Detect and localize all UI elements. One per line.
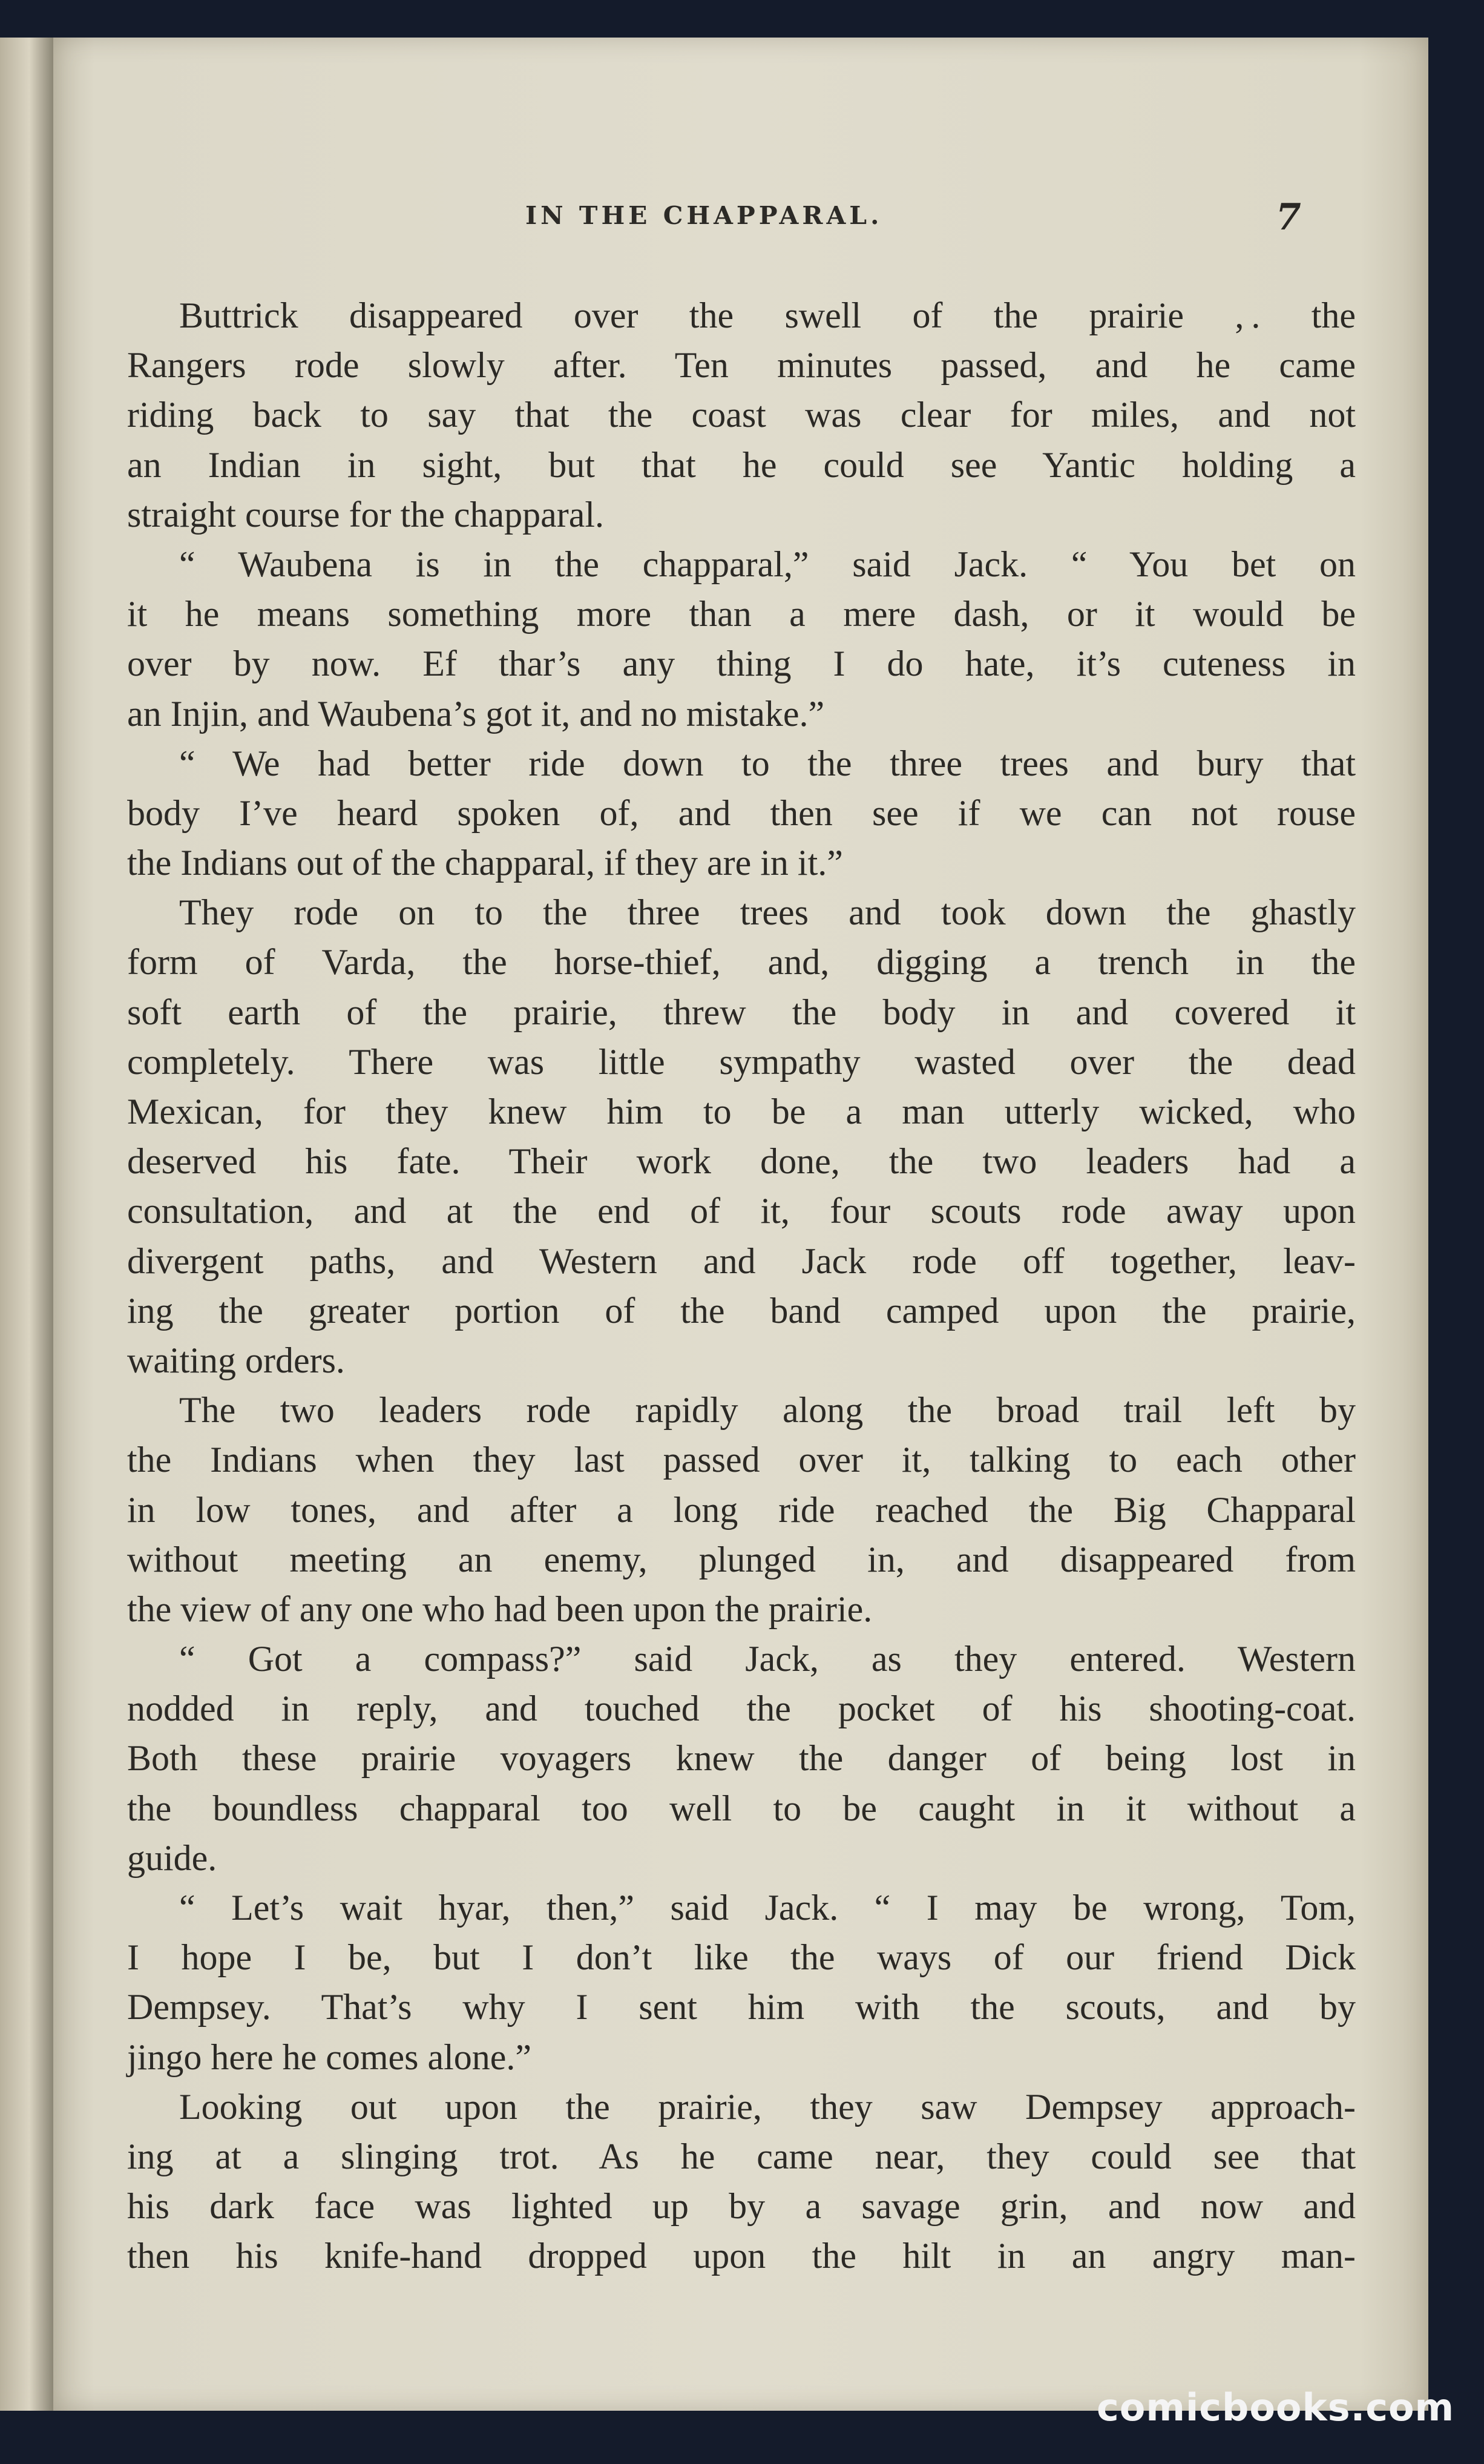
text-line: Both these prairie voyagers knew the danger of being lost in — [127, 1738, 1356, 1779]
text-line: body I’ve heard spoken of, and then see if we can not rouse — [127, 792, 1356, 833]
text-line: Dempsey. That’s why I sent him with the scouts, and by — [127, 1987, 1356, 2028]
text-line: “ Let’s wait hyar, then,” said Jack. “ I may be wrong, Tom, — [179, 1888, 1356, 1928]
text-line: without meeting an enemy, plunged in, and disappeared from — [127, 1539, 1356, 1580]
previous-page-edge — [0, 38, 54, 2411]
text-line: They rode on to the three trees and took down the ghastly — [179, 892, 1356, 933]
text-line: deserved his fate. Their work done, the two leaders had a — [127, 1141, 1356, 1182]
text-line: consultation, and at the end of it, four scouts rode away upon — [127, 1191, 1356, 1231]
text-line: then his knife-hand dropped upon the hilt in an angry man- — [127, 2236, 1356, 2276]
text-line: the boundless chapparal too well to be caught in it without a — [127, 1788, 1356, 1828]
text-line: Rangers rode slowly after. Ten minutes passed, and he came — [127, 345, 1356, 386]
text-line: “ We had better ride down to the three trees and bury that — [179, 743, 1356, 783]
text-line: the Indians when they last passed over it, talking to each other — [127, 1440, 1356, 1480]
text-line: soft earth of the prairie, threw the body in and covered it — [127, 992, 1356, 1032]
text-line: riding back to say that the coast was clear for miles, and not — [127, 395, 1356, 435]
text-line: ing the greater portion of the band camped upon the prairie, — [127, 1290, 1356, 1331]
text-line: The two leaders rode rapidly along the broad trail left by — [179, 1390, 1356, 1431]
text-line: Buttrick disappeared over the swell of the prairie , . the — [179, 295, 1356, 335]
text-line: divergent paths, and Western and Jack rode off together, leav- — [127, 1240, 1356, 1281]
text-line: it he means something more than a mere dash, or it would be — [127, 594, 1356, 634]
text-line: Looking out upon the prairie, they saw Dempsey approach- — [179, 2086, 1356, 2127]
text-line: the Indians out of the chapparal, if they are in it.” — [127, 843, 843, 883]
text-line: an Injin, and Waubena’s got it, and no mistake.” — [127, 693, 825, 734]
text-line: “ Got a compass?” said Jack, as they entered. Western — [179, 1639, 1356, 1679]
running-head-title: IN THE CHAPPARAL. — [525, 201, 883, 230]
text-line: nodded in reply, and touched the pocket of his shooting-coat. — [127, 1688, 1356, 1729]
text-line: “ Waubena is in the chapparal,” said Jack. “ You bet on — [179, 544, 1356, 584]
text-line: Mexican, for they knew him to be a man utterly wicked, who — [127, 1092, 1356, 1132]
watermark: comicbooks.com — [1097, 2385, 1455, 2429]
text-line: an Indian in sight, but that he could see Yantic holding a — [127, 444, 1356, 485]
text-line: waiting orders. — [127, 1340, 345, 1380]
body-text — [127, 291, 1356, 2281]
text-line: form of Varda, the horse-thief, and, digging a trench in the — [127, 942, 1356, 983]
text-line: the view of any one who had been upon the prairie. — [127, 1589, 873, 1629]
text-line: ing at a slinging trot. As he came near, they could see that — [127, 2136, 1356, 2176]
text-line: his dark face was lighted up by a savage grin, and now and — [127, 2186, 1356, 2227]
book-page — [53, 38, 1428, 2411]
page-number: 7 — [1276, 196, 1301, 239]
text-line: jingo here he comes alone.” — [127, 2037, 532, 2077]
running-header — [53, 196, 1428, 243]
text-line: guide. — [127, 1837, 217, 1878]
text-line: straight course for the chapparal. — [127, 494, 604, 535]
text-line: over by now. Ef thar’s any thing I do hate, it’s cuteness in — [127, 644, 1356, 684]
text-line: completely. There was little sympathy wasted over the dead — [127, 1041, 1356, 1082]
text-line: in low tones, and after a long ride reached the Big Chapparal — [127, 1489, 1356, 1530]
text-line: I hope I be, but I don’t like the ways of our friend Dick — [127, 1937, 1356, 1978]
